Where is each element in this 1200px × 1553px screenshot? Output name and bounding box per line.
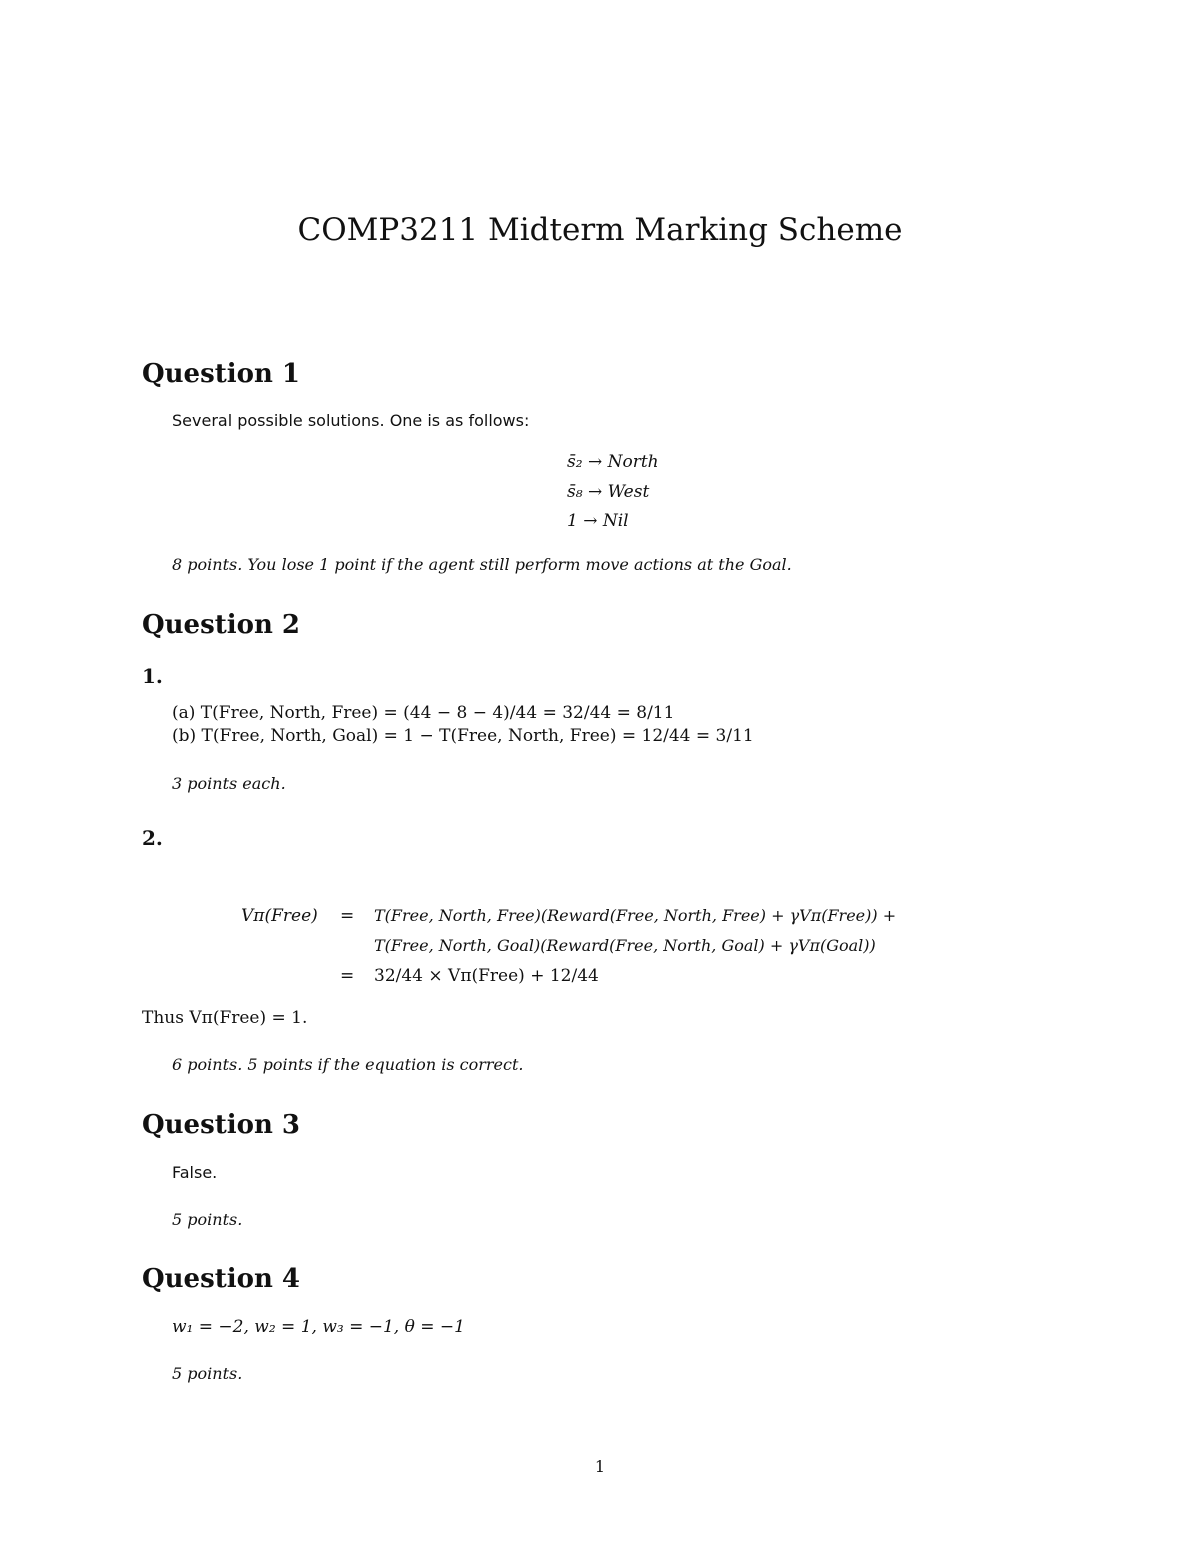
page-title: COMP3211 Midterm Marking Scheme <box>297 212 903 248</box>
page-number: 1 <box>594 1457 606 1476</box>
question-4-points: 5 points. <box>172 1364 243 1383</box>
equation-equals-3: = <box>340 966 355 986</box>
question-1-intro: Several possible solutions. One is as follows: <box>172 411 530 430</box>
question-1-points: 8 points. You lose 1 point if the agent still perform move actions at the Goal. <box>172 555 792 574</box>
question-3-answer: False. <box>172 1163 218 1182</box>
question-2-part-1-line-b: (b) T(Free, North, Goal) = 1 − T(Free, North, Free) = 12/44 = 3/11 <box>172 726 754 746</box>
thus-statement: Thus Vπ(Free) = 1. <box>142 1008 308 1028</box>
equation-row-1: T(Free, North, Free)(Reward(Free, North, Free) + γVπ(Free)) + <box>374 906 897 925</box>
question-2-part-1-line-a: (a) T(Free, North, Free) = (44 − 8 − 4)/44 = 32/44 = 8/11 <box>172 703 675 723</box>
question-4-heading: Question 4 <box>142 1264 301 1294</box>
question-1-heading: Question 1 <box>142 359 301 389</box>
question-2-part-2-points: 6 points. 5 points if the equation is correct. <box>172 1055 524 1074</box>
policy-line-3: 1 → Nil <box>567 511 629 531</box>
question-2-heading: Question 2 <box>142 610 301 640</box>
question-2-part-1-points: 3 points each. <box>172 774 286 793</box>
equation-row-2: T(Free, North, Goal)(Reward(Free, North, Goal) + γVπ(Goal)) <box>374 936 876 955</box>
equation-row-3: 32/44 × Vπ(Free) + 12/44 <box>374 966 599 986</box>
policy-line-2: s̄₈ → West <box>567 482 650 502</box>
equation-lhs: Vπ(Free) <box>241 906 318 926</box>
question-3-points: 5 points. <box>172 1210 243 1229</box>
question-2-part-2-label: 2. <box>142 826 163 850</box>
question-4-answer: w₁ = −2, w₂ = 1, w₃ = −1, θ = −1 <box>172 1317 465 1337</box>
policy-line-1: s̄₂ → North <box>567 452 659 472</box>
question-2-part-1-label: 1. <box>142 664 163 688</box>
question-3-heading: Question 3 <box>142 1110 301 1140</box>
equation-equals-1: = <box>340 906 355 926</box>
